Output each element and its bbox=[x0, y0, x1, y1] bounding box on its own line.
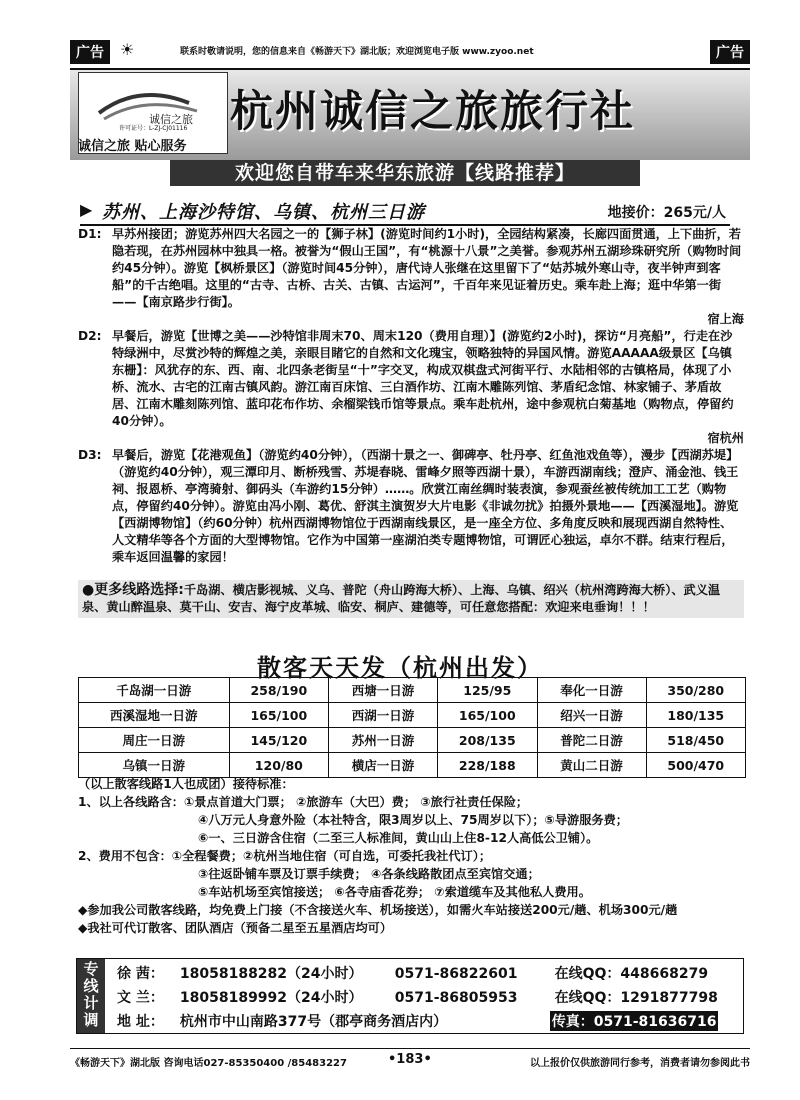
tour-name: 绍兴一日游 bbox=[537, 703, 646, 728]
route-header bbox=[80, 198, 730, 226]
pickup-note: ◆参加我公司散客线路，均免费上门接（不含接送火车、机场接送），如需火车站接送200元/趟、机场300元/趟 bbox=[78, 903, 678, 917]
contact-row bbox=[117, 987, 718, 1007]
day-stay: 宿上海 bbox=[707, 312, 744, 326]
tour-name: 西湖一日游 bbox=[329, 703, 438, 728]
contact-phone[interactable]: 0571-86805953 bbox=[394, 990, 518, 1006]
tour-price: 228/188 bbox=[438, 753, 537, 778]
tour-price: 125/95 bbox=[438, 678, 537, 703]
footer bbox=[70, 1048, 750, 1069]
address-label: 地 址： bbox=[117, 1014, 164, 1030]
day-3 bbox=[78, 447, 744, 566]
contact-qq[interactable]: 在线QQ：1291877798 bbox=[554, 990, 718, 1006]
tour-price: 350/280 bbox=[646, 678, 745, 703]
address: 杭州市中山南路377号（郡亭商务酒店内） bbox=[179, 1014, 448, 1030]
contact-phone[interactable]: 0571-86822601 bbox=[394, 966, 518, 982]
contact-name: 徐 茜： bbox=[117, 966, 164, 982]
welcome-banner: 欢迎您自带车来华东旅游【线路推荐】 bbox=[170, 160, 640, 186]
contact-name: 文 兰： bbox=[117, 990, 164, 1006]
tour-name: 奉化一日游 bbox=[537, 678, 646, 703]
route-price: 地接价：265元/人 bbox=[607, 205, 726, 221]
included-item: ①景点首道大门票； ②旅游车（大巴）费； ③旅行社责任保险； bbox=[183, 795, 529, 809]
agency-name: 杭州诚信之旅旅行社 bbox=[230, 87, 635, 137]
route-name: 苏州、上海沙特馆、乌镇、杭州三日游 bbox=[102, 202, 425, 223]
source-note: 联系时敬请说明，您的信息来自《畅游天下》湖北版；欢迎浏览电子版 www.zyoo.net bbox=[180, 47, 534, 57]
included-item: ⑥一、三日游含住宿（二至三人标准间，黄山山上住8-12人高低公卫铺）。 bbox=[198, 831, 599, 845]
table-row bbox=[79, 753, 746, 778]
table-row bbox=[79, 728, 746, 753]
contact-row bbox=[117, 963, 708, 983]
day-text: 早餐后，游览【花港观鱼】（游览约40分钟），（西湖十景之一、御碑亭、牡丹亭、红鱼池戏鱼等），漫步【西湖苏堤】（游览约40分钟），观三潭印月、断桥残雪、苏堤春晓、雷峰夕照等西湖十景），车游西湖南线；澄庐、涌金池、钱王祠、报恩桥、亭湾骑射、御码头（车游约15分钟）……。欣赏江南丝绸时装表演，参观蚕丝被传统加工工艺（购物点，停留约40分钟）。游览由冯小刚、葛优、舒淇主演贺岁大片电影《非诚勿扰》拍摄外景地——【西溪湿地】。游览【西湖博物馆】（约60分钟）杭州西湖博物馆位于西湖南线景区，是一座全方位、多角度反映和展现西湖自然特性、人文精华等各个方面的大型博物馆。它作为中国第一座湖泊类专题博物馆，可谓匠心独运，卓尔不群。结束行程后，乘车返回温馨的家园！ bbox=[112, 448, 739, 564]
day-text: 早餐后，游览【世博之美——沙特馆非周末70、周末120（费用自理）】(游览约2小时)，探访“月亮船”，行走在沙特绿洲中，尽赏沙特的辉煌之美，亲眼目睹它的自然和文化瑰宝，领略独特的异国风情。游览AAAAA级景区【乌镇东栅】：风犹存的东、西、南、北四条老街呈“十”字交叉，构成双棋盘式河街平行、水陆相邻的古镇格局，体现了小桥、流水、古宅的江南古镇风韵。游江南百床馆、三白酒作坊、江南木雕陈列馆、茅盾纪念馆、林家铺子、茅盾故居、江南木雕刻陈列馆、蓝印花布作坊、余榴梁钱币馆等景点。乘车赴杭州，途中参观杭白菊基地（购物点，停留约40分钟）。 bbox=[112, 329, 734, 428]
included-label: 1、以上各线路含： bbox=[78, 795, 184, 809]
contact-mobile[interactable]: 18058188282（24小时） bbox=[179, 966, 363, 982]
tour-name: 周庄一日游 bbox=[79, 728, 230, 753]
tour-price: 208/135 bbox=[438, 728, 537, 753]
tour-name: 普陀二日游 bbox=[537, 728, 646, 753]
tour-price: 120/80 bbox=[229, 753, 328, 778]
tour-price: 165/100 bbox=[229, 703, 328, 728]
footer-publisher: 《畅游天下》湖北版 咨询电话027-85350400 /85483227 bbox=[70, 1058, 347, 1069]
tour-price: 180/135 bbox=[646, 703, 745, 728]
daily-tours-title: 散客天天发（杭州出发） bbox=[257, 654, 543, 682]
tour-name: 西溪湿地一日游 bbox=[79, 703, 230, 728]
fax: 传真：0571-81636716 bbox=[550, 1011, 719, 1031]
contact-mobile[interactable]: 18058189992（24小时） bbox=[179, 990, 363, 1006]
day-stay: 宿杭州 bbox=[707, 431, 744, 445]
more-routes bbox=[78, 580, 744, 618]
tour-price: 165/100 bbox=[438, 703, 537, 728]
license-number: 许可证号：L-ZJ-CJ01116 bbox=[119, 125, 188, 132]
service-standards bbox=[78, 775, 744, 937]
tour-price: 145/120 bbox=[229, 728, 328, 753]
contact-qq[interactable]: 在线QQ：448668279 bbox=[554, 966, 709, 982]
tour-name: 千岛湖一日游 bbox=[79, 678, 230, 703]
excluded-item: ③往返卧铺车票及订票手续费； ④各条线路散团点至宾馆交通； bbox=[198, 867, 540, 881]
page-number: •183• bbox=[388, 1052, 432, 1067]
excluded-label: 2、费用不包含： bbox=[78, 849, 172, 863]
sun-logo-icon: ☀ bbox=[120, 40, 135, 59]
tour-name: 苏州一日游 bbox=[329, 728, 438, 753]
tour-price: 500/470 bbox=[646, 753, 745, 778]
ad-label-right: 广告 bbox=[710, 40, 750, 64]
tour-price: 518/450 bbox=[646, 728, 745, 753]
contact-row bbox=[117, 1011, 718, 1031]
ad-label-left: 广告 bbox=[70, 40, 110, 64]
more-routes-heading: ●更多线路选择: bbox=[82, 582, 184, 598]
tour-name: 乌镇一日游 bbox=[79, 753, 230, 778]
day-2 bbox=[78, 328, 744, 447]
included-item: ④八万元人身意外险（本社特含，限3周岁以上、75周岁以下）；⑤导游服务费； bbox=[198, 813, 628, 827]
day-label: D3: bbox=[78, 448, 102, 462]
hotel-note: ◆我社可代订散客、团队酒店（预备二星至五星酒店均可） bbox=[78, 921, 393, 935]
day-text: 早苏州接团；游览苏州四大名园之一的【狮子林】(游览时间约1小时)，全园结构紧凑，长廊四面贯通，上下曲折，若隐若现，在苏州园林中独具一格。被誉为“假山王国”，有“桃源十八景”之美誉。参观苏州五湖珍珠研究所（购物时间约45分钟）。游览【枫桥景区】（游览时间45分钟），唐代诗人张继在这里留下了“姑苏城外寒山寺，夜半钟声到客船”的千古绝唱。这里的“古寺、古桥、古关、古镇、古运河”，千百年来见证着历史。乘车赴上海；逛中华第一街——【南京路步行街】。 bbox=[112, 227, 742, 309]
day-label: D1: bbox=[78, 227, 102, 241]
standards-title: （以上散客线路1人也成团）接待标准： bbox=[78, 777, 294, 791]
tour-price: 258/190 bbox=[229, 678, 328, 703]
contact-side-label: 专线计调 bbox=[77, 959, 105, 1033]
table-row bbox=[79, 703, 746, 728]
contact-box bbox=[76, 958, 744, 1034]
table-row bbox=[79, 678, 746, 703]
day-label: D2: bbox=[78, 329, 102, 343]
tour-name: 横店一日游 bbox=[329, 753, 438, 778]
play-arrow-icon: ▶ bbox=[80, 200, 93, 219]
top-bar bbox=[70, 40, 750, 62]
tour-name: 黄山二日游 bbox=[537, 753, 646, 778]
tour-name: 西塘一日游 bbox=[329, 678, 438, 703]
footer-disclaimer: 以上报价仅供旅游同行参考，消费者请勿参阅此书 bbox=[530, 1058, 750, 1069]
slogan: 诚信之旅 贴心服务 bbox=[78, 139, 187, 154]
excluded-item: ⑤车站机场至宾馆接送； ⑥各寺庙香花券； ⑦索道缆车及其他私人费用。 bbox=[198, 885, 591, 899]
tours-table bbox=[78, 677, 746, 778]
itinerary bbox=[78, 226, 744, 566]
logo-name: 诚信之旅 bbox=[149, 113, 193, 126]
excluded-item: ①全程餐费；②杭州当地住宿（可自选，可委托我社代订）； bbox=[171, 849, 492, 863]
day-1 bbox=[78, 226, 744, 328]
more-routes-text: 千岛湖、横店影视城、义乌、普陀（舟山跨海大桥）、上海、乌镇、绍兴（杭州湾跨海大桥）、武义温泉、黄山醉温泉、莫干山、安吉、海宁皮革城、临安、桐庐、建德等，可任意您搭配：欢迎来电垂询！！！ bbox=[82, 583, 721, 614]
